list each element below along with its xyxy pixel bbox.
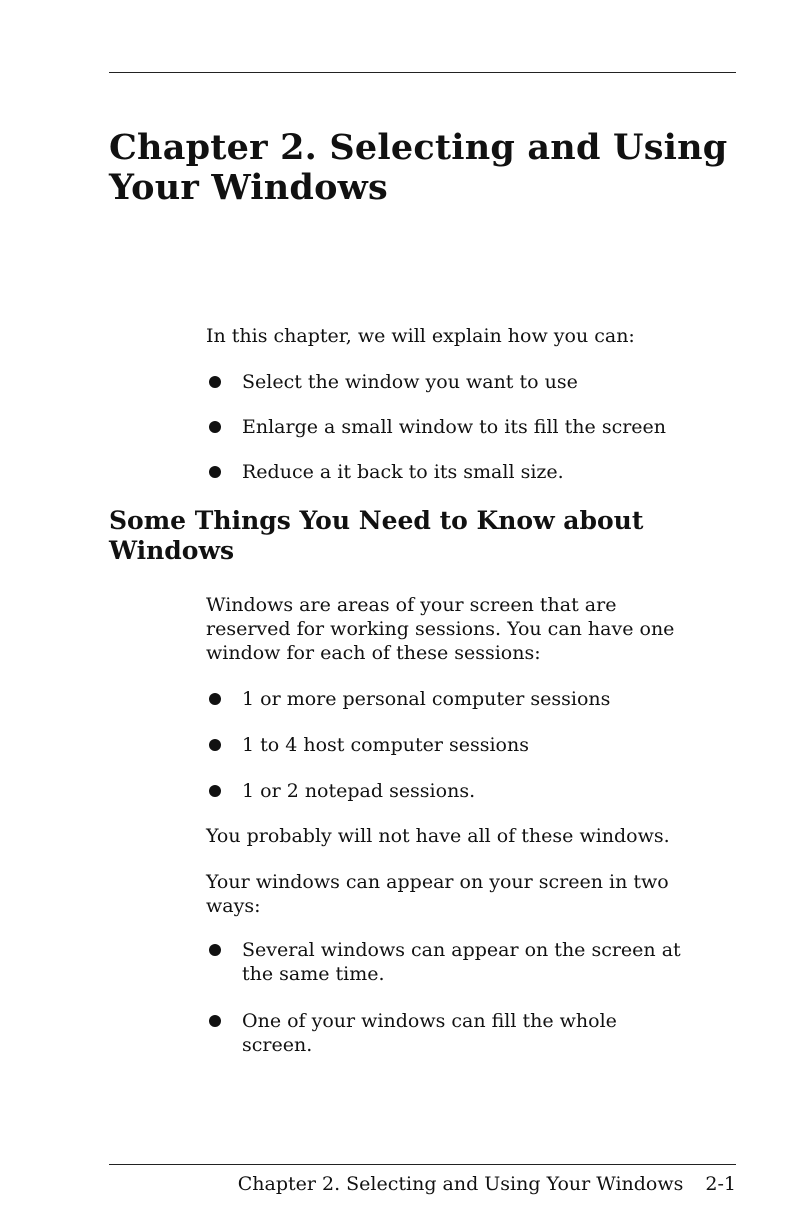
chapter-title-line-2: Your Windows <box>109 167 388 208</box>
list-item <box>206 687 746 711</box>
list-item-text: 1 or 2 notepad sessions. <box>242 780 476 802</box>
page-footer <box>238 1172 736 1196</box>
list-item <box>206 370 746 394</box>
section-heading-line-2: Windows <box>109 536 235 565</box>
windows-note-paragraph: You probably will not have all of these windows. <box>206 825 670 847</box>
list-item <box>206 779 746 803</box>
list-item-text: Enlarge a small window to its fill the screen <box>242 416 667 438</box>
running-title: Chapter 2. Selecting and Using Your Windows <box>237 1173 684 1195</box>
chapter-title-line-1: Chapter 2. Selecting and Using <box>109 127 728 168</box>
bullet-icon <box>209 1015 221 1027</box>
list-item-text: Select the window you want to use <box>242 371 578 393</box>
top-rule <box>109 72 736 73</box>
paragraph-line: Your windows can appear on your screen in two <box>206 871 669 893</box>
bullet-icon <box>209 693 221 705</box>
list-item <box>206 733 746 757</box>
page-number: 2-1 <box>705 1173 736 1195</box>
list-item-text: the same time. <box>242 963 385 985</box>
bullet-icon <box>209 739 221 751</box>
chapter-title <box>109 128 749 208</box>
ways-intro-paragraph <box>206 870 746 918</box>
footer-rule <box>109 1164 736 1165</box>
list-item-text: screen. <box>242 1034 313 1056</box>
section-heading <box>109 506 749 566</box>
intro-paragraph: In this chapter, we will explain how you can: <box>206 325 635 347</box>
list-item-text: 1 or more personal computer sessions <box>242 688 611 710</box>
list-item <box>206 1009 746 1057</box>
ways-bullet-list <box>206 938 746 1057</box>
paragraph-line: reserved for working sessions. You can have one <box>206 618 675 640</box>
bullet-icon <box>209 785 221 797</box>
section-heading-line-1: Some Things You Need to Know about <box>109 506 644 535</box>
list-item-text: Several windows can appear on the screen at <box>242 939 681 961</box>
paragraph-line: window for each of these sessions: <box>206 642 541 664</box>
bullet-icon <box>209 944 221 956</box>
paragraph-line: Windows are areas of your screen that are <box>206 594 617 616</box>
intro-bullet-list <box>206 370 746 484</box>
session-bullet-list <box>206 687 746 803</box>
bullet-icon <box>209 466 221 478</box>
list-item <box>206 415 746 439</box>
list-item-text: Reduce a it back to its small size. <box>242 461 564 483</box>
bullet-icon <box>209 376 221 388</box>
bullet-icon <box>209 421 221 433</box>
list-item <box>206 460 746 484</box>
windows-definition-paragraph <box>206 593 746 665</box>
list-item-text: One of your windows can fill the whole <box>242 1010 617 1032</box>
paragraph-line: ways: <box>206 895 261 917</box>
list-item <box>206 938 746 986</box>
list-item-text: 1 to 4 host computer sessions <box>242 734 529 756</box>
